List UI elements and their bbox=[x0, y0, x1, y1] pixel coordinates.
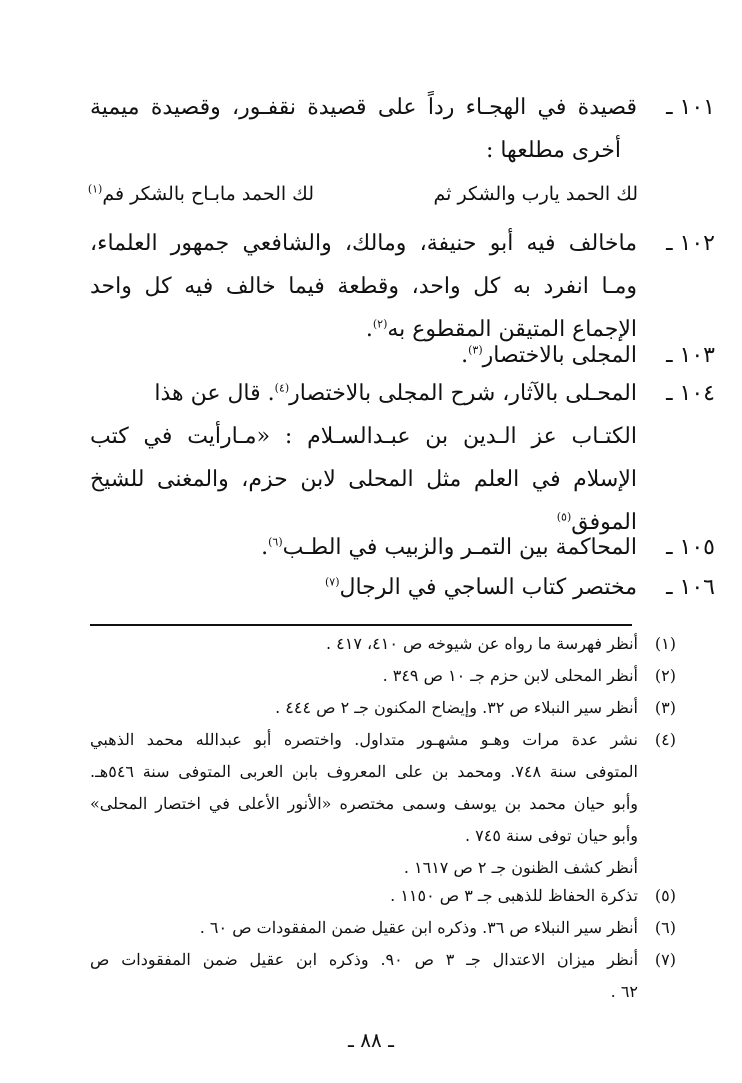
footnote-ref[interactable]: (٤) bbox=[274, 381, 290, 395]
entry-text-line: قصيدة في الهجـاء رداً على قصيدة نقفـور، وقصيدة ميمية bbox=[90, 95, 637, 120]
footnote-text: وأبو حيان توفى سنة ٧٤٥ . bbox=[464, 826, 638, 845]
footnote-number: (٢) bbox=[654, 666, 676, 685]
footnote-text: أنظر كشف الظنون جـ ٢ ص ١٦١٧ . bbox=[403, 858, 638, 877]
footnote-number: (٧) bbox=[654, 950, 676, 969]
entry-104: ١٠٤ ـ المحـلى بالآثار، شرح المجلى بالاختصار$^{(٤)}$. قال عن هذا الكتـاب عز الـدين بن عبـدالسـلام : «مـارأيت في كتب الإسلام في العلم مثل المحلى لابن حزم، والمغنى للشيخ الموفق$^{(٥)}$ bbox=[90, 372, 637, 544]
entry-number: ١٠٢ ـ bbox=[666, 231, 715, 256]
entry-text-line: ماخالف فيه أبو حنيفة، ومالك، والشافعي جمهور العلماء، bbox=[90, 231, 637, 256]
footnote-text: أنظر المحلى لابن حزم جـ ١٠ ص ٣٤٩ . bbox=[382, 666, 638, 685]
footnote-3 bbox=[90, 692, 676, 724]
entry-text-line: مختصر كتاب الساجي في الرجال bbox=[339, 575, 637, 600]
footnote-text: أنظر ميزان الاعتدال جـ ٣ ص ٩٠. وذكره ابن عقيل ضمن المفقودات ص bbox=[90, 950, 639, 969]
footnote-ref[interactable]: (١) bbox=[87, 182, 103, 196]
footnote-2 bbox=[90, 660, 676, 692]
entry-101 bbox=[90, 86, 715, 172]
page-number: ـ ٨٨ ـ bbox=[348, 1028, 394, 1052]
entry-number: ١٠٣ ـ bbox=[666, 343, 715, 368]
entry-106 bbox=[90, 566, 715, 609]
footnote-ref[interactable]: (٣) bbox=[468, 343, 483, 357]
footnote-number: (٤) bbox=[654, 730, 676, 749]
footnote-text: أنظر فهرسة ما رواه عن شيوخه ص ٤١٠، ٤١٧ . bbox=[325, 634, 638, 653]
footnote-separator bbox=[90, 624, 632, 626]
entry-text-line: أخرى مطلعها : bbox=[485, 138, 621, 163]
entry-text-line: الإجماع المتيقن المقطوع به bbox=[387, 317, 637, 342]
entry-102: ١٠٢ ـ ماخالف فيه أبو حنيفة، ومالك، والشافعي جمهور العلماء، ومـا انفرد به كل واحد، وقطعة فيما خالف فيه كل واحد الإجماع المتيقن المقطوع به$^{(٢)}$. bbox=[90, 222, 637, 351]
footnote-text: أنظر سير النبلاء ص ٣٢. وإيضاح المكنون جـ ٢ ص ٤٤٤ . bbox=[275, 698, 638, 717]
footnote-text: المتوفى سنة ٧٤٨. ومحمد بن على المعروف بابن العربى المتوفى سنة ٥٤٦هـ. bbox=[90, 762, 639, 781]
footnote-ref[interactable]: (٦) bbox=[268, 535, 283, 549]
footnote-number: (٥) bbox=[654, 886, 676, 905]
entry-105: ١٠٥ ـ المحاكمة بين التمـر والزبيب في الطـب$^{(٦)}$. bbox=[90, 526, 637, 569]
entry-text-line: المحـلى بالآثار، شرح المجلى بالاختصار bbox=[289, 381, 637, 406]
entry-text-line: ومـا انفرد به كل واحد، وقطعة فيما خالف فيه كل واحد bbox=[90, 274, 637, 299]
footnote-text: تذكرة الحفاظ للذهبى جـ ٣ ص ١١٥٠ . bbox=[390, 886, 638, 905]
footnote-text: ٦٢ . bbox=[610, 982, 638, 1001]
footnote-ref[interactable]: (٢) bbox=[372, 317, 388, 331]
footnote-4 bbox=[90, 724, 676, 884]
entry-text-line: الموفق bbox=[571, 510, 637, 535]
footnote-text: نشر عدة مرات وهـو مشهـور متداول. واختصره أبو عبدالله محمد الذهبي bbox=[90, 730, 638, 749]
verse-hemistich-2: لك الحمد مابـاح بالشكر فم$^{(١)}$ bbox=[87, 182, 314, 205]
footnote-number: (٣) bbox=[654, 698, 676, 717]
footnote-number: (٦) bbox=[654, 918, 676, 937]
entry-number: ١٠٥ ـ bbox=[666, 535, 715, 560]
entry-number: ١٠٦ ـ bbox=[666, 575, 715, 600]
entry-text-line: المحاكمة بين التمـر والزبيب في الطـب bbox=[282, 535, 637, 560]
verse-hemistich-1: لك الحمد يارب والشكر ثم bbox=[433, 183, 638, 205]
entry-text-line: المجلى بالاختصار bbox=[482, 343, 637, 368]
entry-text-line: الإسلام في العلم مثل المحلى لابن حزم، والمغنى للشيخ bbox=[90, 467, 637, 492]
footnote-ref[interactable]: (٥) bbox=[556, 510, 572, 524]
footnote-6 bbox=[90, 912, 676, 944]
footnote-5 bbox=[90, 880, 676, 912]
footnote-ref[interactable]: (٧) bbox=[324, 575, 340, 589]
footnote-text: أنظر سير النبلاء ص ٣٦. وذكره ابن عقيل ضمن المفقودات ص ٦٠ . bbox=[199, 918, 638, 937]
footnote-number: (١) bbox=[654, 634, 676, 653]
entry-103: ١٠٣ ـ المجلى بالاختصار$^{(٣)}$. bbox=[90, 334, 637, 377]
entry-number: ١٠٤ ـ bbox=[666, 381, 715, 406]
footnote-7 bbox=[90, 944, 676, 1008]
footnote-1 bbox=[90, 628, 676, 660]
footnote-text: وأبو حيان محمد بن يوسف وسمى مختصره «الأنور الأعلى في اختصار المحلى» bbox=[90, 794, 638, 813]
entry-number: ١٠١ ـ bbox=[666, 95, 715, 120]
entry-text-line: الكتـاب عز الـدين بن عبـدالسـلام : «مـارأيت في كتب bbox=[90, 424, 637, 449]
